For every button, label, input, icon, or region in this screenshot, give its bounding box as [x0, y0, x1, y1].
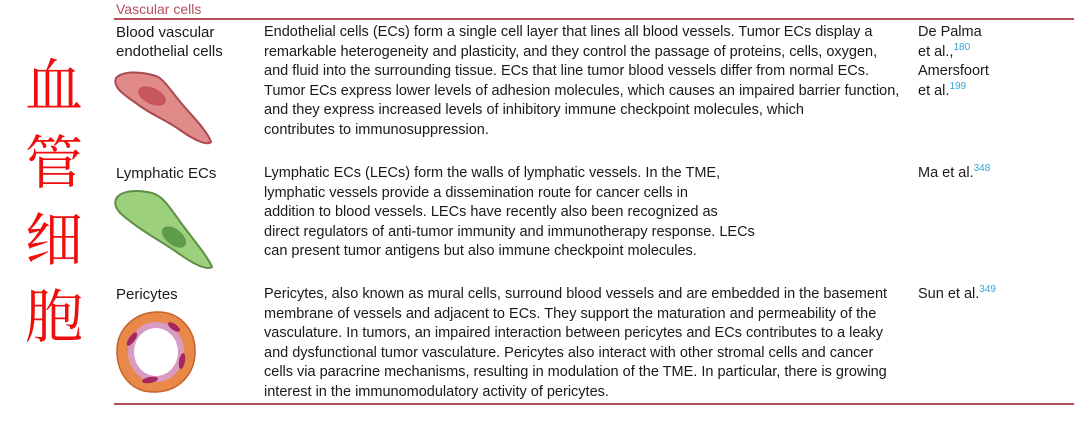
table-row — [114, 23, 1076, 143]
reference: De Palma — [918, 24, 982, 40]
cell-description: Pericytes, also known as mural cells, surround blood vessels and are embedded in the basement membrane of vessels and adjacent to ECs. They support the maturation and permeability of the vasculature. In tumors, an impaired interaction between pericytes and ECs contributes to a leaky and dysfunctional tumor vasculature. Pericytes also interact with other stromal cells and cancer cells via paracrine mechanisms, resulting in modulation of the TME. In particular, there is growing interest in the immunomodulatory activity of pericytes. — [264, 286, 888, 400]
side-title — [14, 48, 94, 356]
cell-description: Endothelial cells (ECs) form a single cell layer that lines all blood vessels. Tumor ECs display a remarkable heterogeneity and plasticity, and they control the passage of proteins, cells, oxygen, and fluid into the surrounding tissue. ECs that line tumor blood vessels differ from normal ECs. Tumor ECs express lower levels of adhesion molecules, which causes an impaired barrier function, and they express increased levels of inhibitory immune checkpoint molecules, which contributes to immunosuppression. — [264, 24, 900, 138]
citation-number[interactable]: 349 — [979, 284, 996, 295]
bottom-rule — [114, 403, 1074, 405]
blood-endothelial-cell-icon — [114, 68, 214, 148]
pericyte-vessel-icon — [114, 309, 198, 395]
cell-references — [918, 164, 1068, 184]
citation-number[interactable]: 348 — [973, 163, 991, 174]
reference: et al.$^{199}$ — [918, 80, 967, 99]
reference: Amersfoort — [918, 63, 989, 79]
top-rule — [114, 18, 1074, 20]
cell-type-name: Blood vascular endothelial cells — [116, 24, 223, 60]
table-row — [114, 164, 1076, 274]
reference: et al.,$^{180}$ — [918, 41, 971, 60]
citation-number[interactable]: 199 — [949, 80, 967, 92]
cell-description: Lymphatic ECs (LECs) form the walls of lymphatic vessels. In the TME, lymphatic vessels provide a dissemination route for cancer cells in addition to blood vessels. LECs have recently also been recognized as direct regulators of anti-tumor immunity and immunotherapy response. LECs can present tumor antigens but also immune checkpoint molecules. — [264, 165, 755, 259]
section-header: Vascular cells — [116, 1, 202, 17]
vessel-lumen — [134, 328, 178, 376]
reference: Sun et al.$^{349}$ — [918, 284, 996, 302]
blood-ec-cell-body — [115, 72, 211, 143]
table-row — [114, 285, 1076, 400]
lymphatic-endothelial-cell-icon — [114, 187, 214, 271]
side-title-char: 血 — [24, 52, 83, 120]
cell-type-name: Lymphatic ECs — [116, 165, 217, 182]
side-title-char: 细 — [24, 206, 83, 274]
cell-type-name: Pericytes — [116, 286, 178, 303]
side-title-char: 管 — [24, 129, 83, 197]
reference: Ma et al.$^{348}$ — [918, 163, 991, 181]
citation-number[interactable]: 180 — [953, 41, 971, 53]
side-title-char: 胞 — [24, 283, 83, 351]
cell-references — [918, 285, 1068, 305]
cell-references — [918, 23, 1068, 101]
